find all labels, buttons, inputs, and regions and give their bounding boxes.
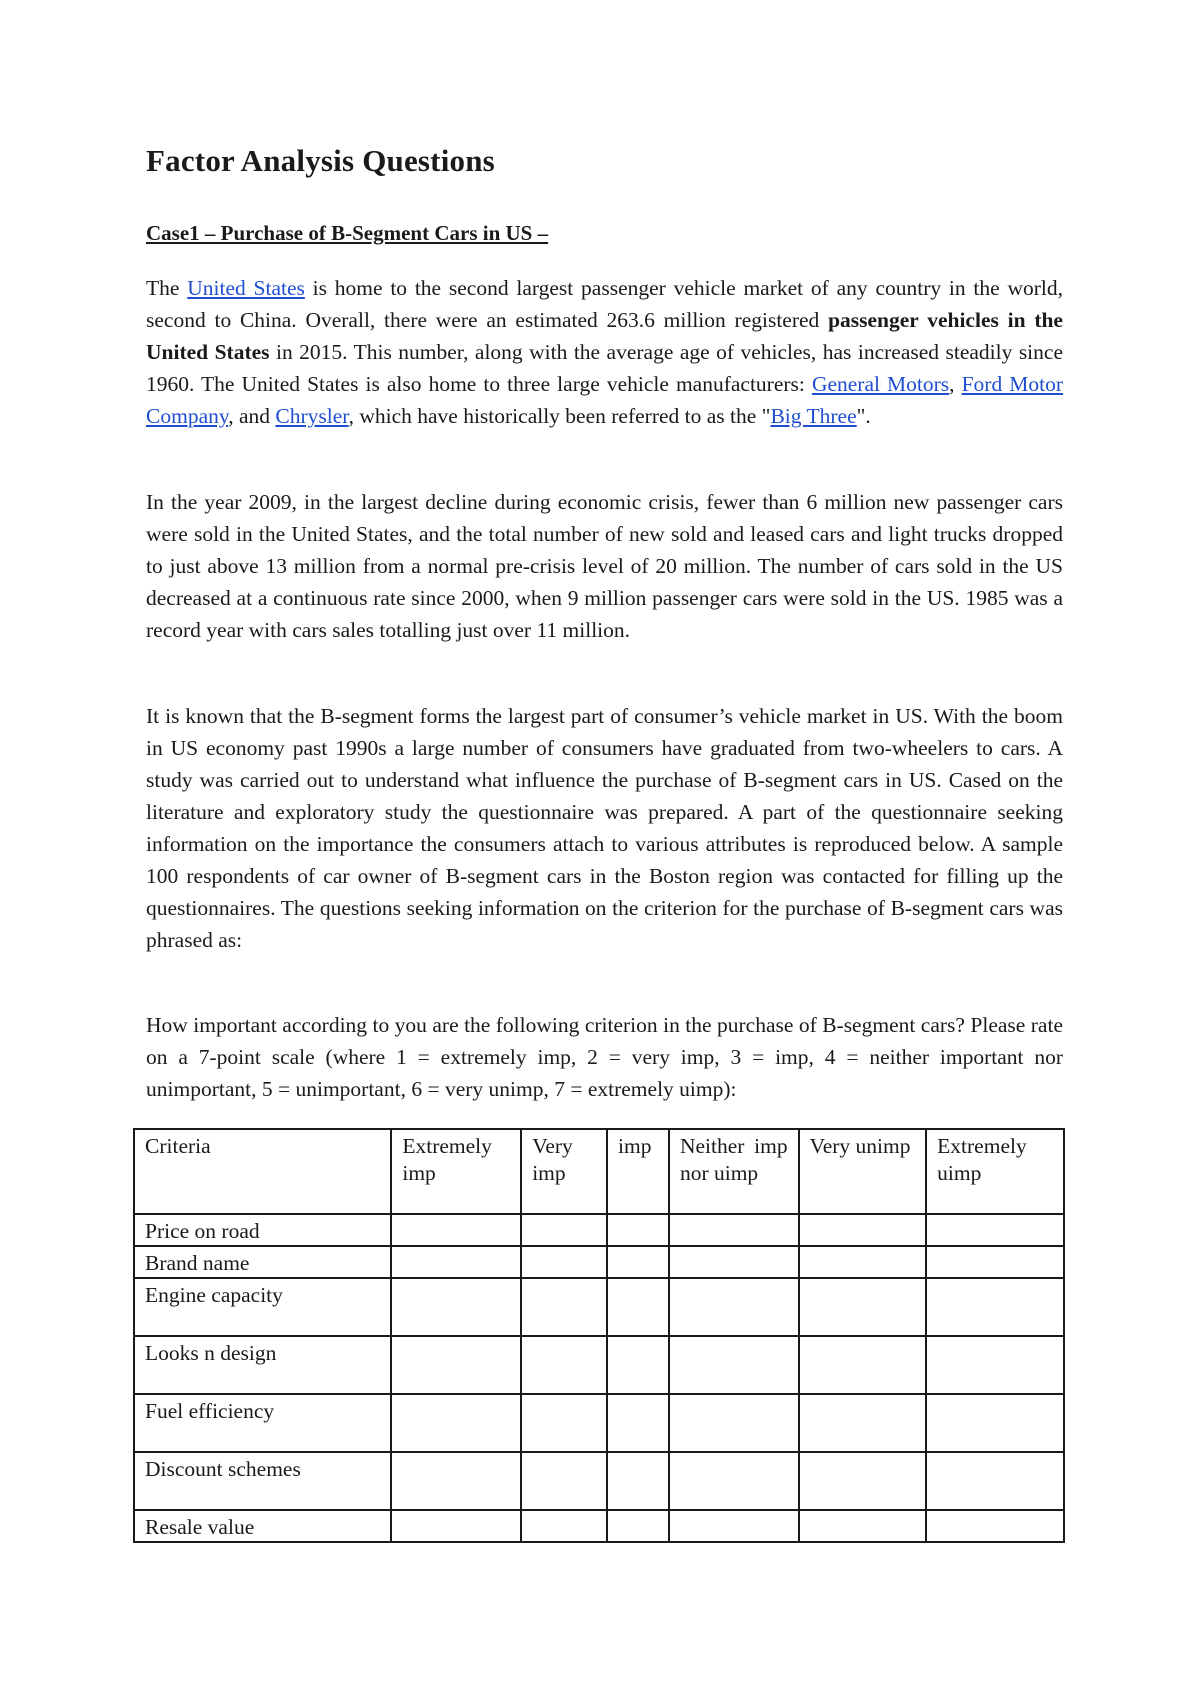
link-general-motors[interactable]: General Motors <box>811 372 950 396</box>
criteria-cell: Engine capacity <box>134 1278 391 1336</box>
rating-cell[interactable] <box>521 1246 607 1278</box>
header-very-unimp: Very unimp <box>799 1129 927 1214</box>
rating-table <box>133 1128 1065 1543</box>
text-run: The <box>146 276 188 300</box>
header-neither: Neither imp nor uimp <box>669 1129 799 1214</box>
rating-cell[interactable] <box>799 1336 927 1394</box>
text-run: is home to the second largest passenger vehicle market of any country in the world, second to China. Overall, there were an estimated 263.6 million registered <box>146 276 1063 332</box>
header-criteria: Criteria <box>134 1129 391 1214</box>
table-row <box>134 1336 1064 1394</box>
rating-cell[interactable] <box>607 1246 669 1278</box>
rating-cell[interactable] <box>669 1510 799 1542</box>
link-chrysler[interactable]: Chrysler <box>275 404 349 428</box>
rating-cell[interactable] <box>391 1278 521 1336</box>
rating-cell[interactable] <box>799 1394 927 1452</box>
text-run: ". <box>856 404 871 428</box>
rating-cell[interactable] <box>926 1214 1064 1246</box>
rating-cell[interactable] <box>521 1214 607 1246</box>
case-heading: Case1 – Purchase of B-Segment Cars in US – <box>146 221 549 245</box>
rating-cell[interactable] <box>391 1214 521 1246</box>
rating-cell[interactable] <box>607 1336 669 1394</box>
header-imp: imp <box>607 1129 669 1214</box>
criteria-cell: Price on road <box>134 1214 391 1246</box>
rating-cell[interactable] <box>669 1246 799 1278</box>
rating-cell[interactable] <box>669 1214 799 1246</box>
rating-cell[interactable] <box>521 1452 607 1510</box>
rating-cell[interactable] <box>926 1278 1064 1336</box>
sales-paragraph: In the year 2009, in the largest decline during economic crisis, fewer than 6 million new passenger cars were sold in the United States, and the total number of new sold and leased cars and light trucks dropped to just above 13 million from a normal pre-crisis level of 20 million. The number of cars sold in the US decreased at a continuous rate since 2000, when 9 million passenger cars were sold in the US. 1985 was a record year with cars sales totalling just over 11 million. <box>146 490 1063 642</box>
rating-cell[interactable] <box>926 1452 1064 1510</box>
rating-cell[interactable] <box>669 1394 799 1452</box>
header-very-imp: Very imp <box>521 1129 607 1214</box>
page-title: Factor Analysis Questions <box>146 143 495 178</box>
rating-cell[interactable] <box>391 1394 521 1452</box>
rating-cell[interactable] <box>391 1336 521 1394</box>
criteria-cell: Discount schemes <box>134 1452 391 1510</box>
rating-cell[interactable] <box>799 1214 927 1246</box>
rating-cell[interactable] <box>926 1394 1064 1452</box>
rating-cell[interactable] <box>521 1394 607 1452</box>
rating-cell[interactable] <box>669 1336 799 1394</box>
rating-cell[interactable] <box>607 1278 669 1336</box>
table-row <box>134 1278 1064 1336</box>
bold-phrase: passenger vehicles in the United States <box>146 308 1063 364</box>
rating-cell[interactable] <box>799 1510 927 1542</box>
link-big-three[interactable]: Big Three <box>770 404 857 428</box>
table-row <box>134 1214 1064 1246</box>
link-united-states[interactable]: United States <box>187 276 305 300</box>
rating-cell[interactable] <box>607 1510 669 1542</box>
rating-cell[interactable] <box>926 1510 1064 1542</box>
header-extremely-uimp: Extremely uimp <box>926 1129 1064 1214</box>
intro-paragraph <box>146 272 1063 432</box>
rating-cell[interactable] <box>669 1278 799 1336</box>
rating-cell[interactable] <box>521 1278 607 1336</box>
rating-cell[interactable] <box>926 1336 1064 1394</box>
rating-cell[interactable] <box>391 1452 521 1510</box>
rating-cell[interactable] <box>926 1246 1064 1278</box>
criteria-cell: Looks n design <box>134 1336 391 1394</box>
rating-cell[interactable] <box>799 1452 927 1510</box>
text-run: , and <box>228 404 276 428</box>
table-row <box>134 1452 1064 1510</box>
rating-cell[interactable] <box>799 1278 927 1336</box>
rating-cell[interactable] <box>521 1336 607 1394</box>
question-paragraph: How important according to you are the following criterion in the purchase of B-segment cars? Please rate on a 7-point scale (where 1 = extremely imp, 2 = very imp, 3 = imp, 4 = neither important nor unimportant, 5 = unimportant, 6 = very unimp, 7 = extremely uimp): <box>146 1013 1063 1101</box>
header-extremely-imp: Extremely imp <box>391 1129 521 1214</box>
rating-cell[interactable] <box>607 1452 669 1510</box>
table-row <box>134 1246 1064 1278</box>
table-row <box>134 1394 1064 1452</box>
link-ford-motor-company[interactable]: Ford Motor Company <box>146 372 1064 428</box>
rating-cell[interactable] <box>799 1246 927 1278</box>
criteria-cell: Brand name <box>134 1246 391 1278</box>
rating-cell[interactable] <box>669 1452 799 1510</box>
rating-cell[interactable] <box>521 1510 607 1542</box>
study-paragraph: It is known that the B-segment forms the largest part of consumer’s vehicle market in US. With the boom in US economy past 1990s a large number of consumers have graduated from two-wheelers to cars. A study was carried out to understand what influence the purchase of B-segment cars in US. Cased on the literature and exploratory study the questionnaire was prepared. A part of the questionnaire seeking information on the importance the consumers attach to various attributes is reproduced below. A sample 100 respondents of car owner of B-segment cars in the Boston region was contacted for filling up the questionnaires. The questions seeking information on the criterion for the purchase of B-segment cars was phrased as: <box>146 704 1063 952</box>
text-run: , <box>949 372 962 396</box>
rating-cell[interactable] <box>607 1394 669 1452</box>
table-header-row <box>134 1129 1064 1214</box>
rating-cell[interactable] <box>607 1214 669 1246</box>
rating-cell[interactable] <box>391 1246 521 1278</box>
table-row <box>134 1510 1064 1542</box>
text-run: , which have historically been referred to as the " <box>348 404 771 428</box>
criteria-cell: Fuel efficiency <box>134 1394 391 1452</box>
rating-cell[interactable] <box>391 1510 521 1542</box>
criteria-cell: Resale value <box>134 1510 391 1542</box>
text-run: in 2015. This number, along with the average age of vehicles, has increased steadily since 1960. The United States is also home to three large vehicle manufacturers: <box>146 340 1063 396</box>
